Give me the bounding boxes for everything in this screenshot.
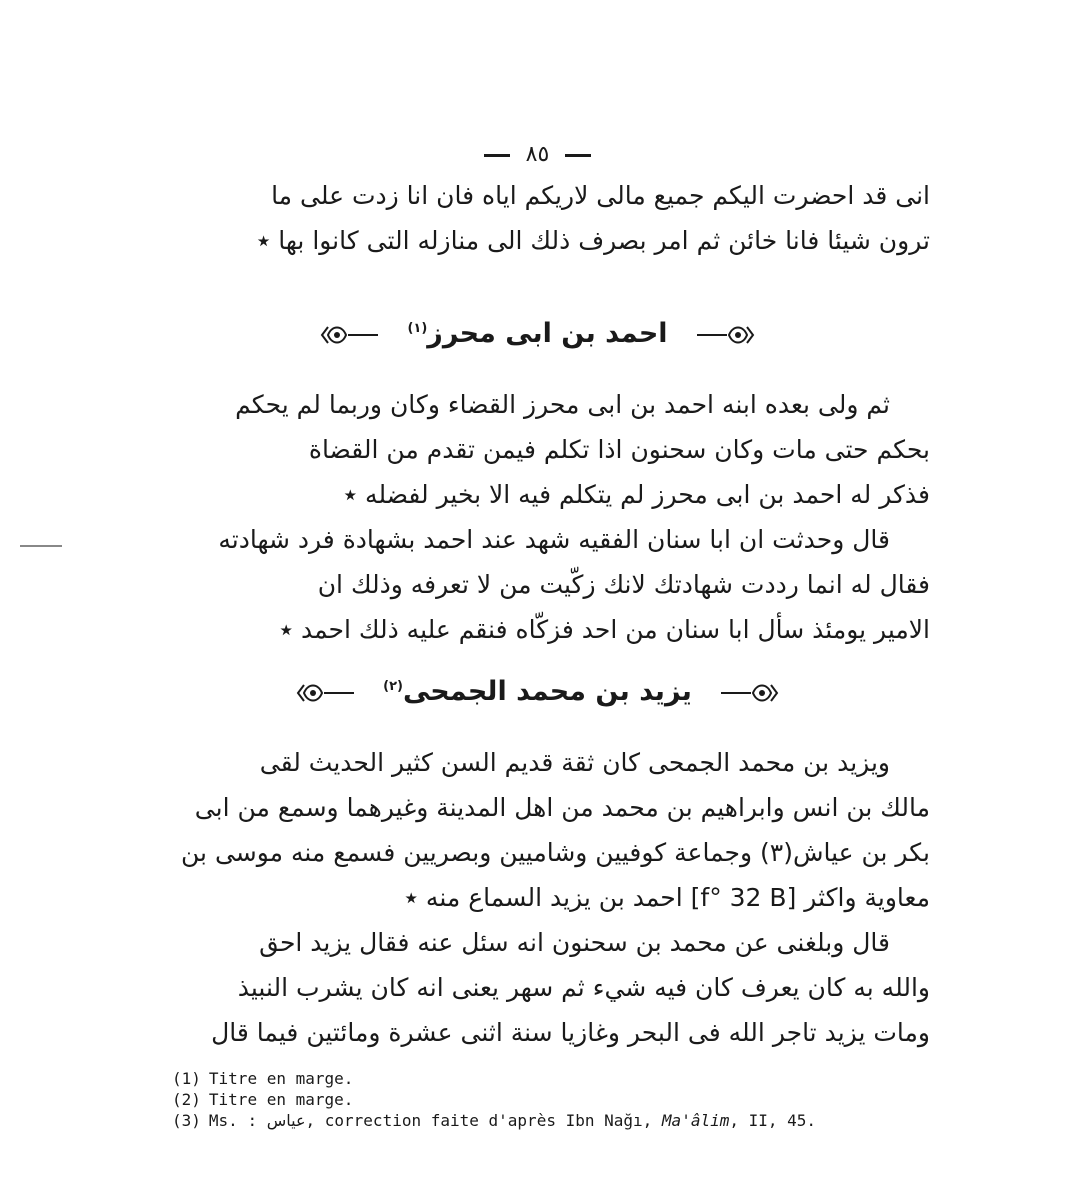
text-line: قال وبلغنى عن محمد بن سحنون انه سئل عنه فقال يزيد احق [259,928,890,957]
text-line: فذكر له احمد بن ابى محرز لم يتكلم فيه الا بخير لفضله ٭ [343,480,930,509]
footnotes [172,1068,932,1131]
text-line: بكر بن عياش(٣) وجماعة كوفيين وشاميين وبصريين فسمع منه موسى بن [181,838,930,867]
footnote [172,1068,932,1089]
continuation-text [150,173,930,263]
ornament-icon [296,679,356,707]
footnote-arabic: عياس [266,1111,306,1130]
text-line: انى قد احضرت اليكم جميع مالى لاريكم اياه فان انا زدت على ما [271,181,930,210]
text-line: معاوية واكثر [f° 32 B] احمد بن يزيد السماع منه ٭ [404,883,930,912]
note-marker: (١) [407,321,428,336]
ornament-icon [320,321,380,349]
ornament-icon [695,321,755,349]
note-marker: (٢) [383,679,403,694]
margin-mark [20,545,62,547]
footnote-text: Titre en marge. [208,1069,354,1088]
footnote-suffix: , II, 45. [729,1111,817,1130]
text-line: بحكم حتى مات وكان سحنون اذا تكلم فيمن تقدم من القضاة [308,435,930,464]
dash-right [565,154,591,157]
dash-left [484,154,510,157]
text-line: الامير يومئذ سأل ابا سنان من احد فزكّاه فنقم عليه ذلك احمد ٭ [279,615,930,644]
text-line: ومات يزيد تاجر الله فى البحر وغازيا سنة اثنى عشرة ومائتين فيما قال [211,1018,930,1047]
text-line: ترون شيئا فانا خائن ثم امر بصرف ذلك الى منازله التى كانوا بها ٭ [256,226,930,255]
section2-body [150,740,930,1055]
text-line: مالك بن انس وابراهيم بن محمد من اهل المدينة وغيرهما وسمع من ابى [194,793,930,822]
section-title: يزيد بن محمد الجمحى [402,676,692,707]
text-line: فقال له انما رددت شهادتك لانك زكّيت من لا تعرفه وذلك ان [317,570,930,599]
footnote [172,1110,932,1131]
text-line: ثم ولى بعده ابنه احمد بن ابى محرز القضاء وكان وربما لم يحكم [235,390,890,419]
footnote-title: Ma'âlim [661,1111,730,1130]
section-heading-1 [0,318,1075,349]
page-number: ٨٥ [0,142,1075,167]
footnote-number: (1) [172,1069,201,1088]
footnote-text: , correction faite d'après Ibn Nağı, [305,1111,653,1130]
text-line: والله به كان يعرف كان فيه شيء ثم سهر يعنى انه كان يشرب النبيذ [237,973,930,1002]
section-heading-2 [0,676,1075,707]
footnote [172,1089,932,1110]
footnote-number: (2) [172,1090,201,1109]
footnote-text: Titre en marge. [208,1090,354,1109]
section1-body [150,382,930,652]
footnote-number: (3) [172,1111,201,1130]
ornament-icon [719,679,779,707]
section-title: احمد بن ابى محرز [427,318,668,349]
footnote-prefix: Ms. : [208,1111,258,1130]
text-line: قال وحدثت ان ابا سنان الفقيه شهد عند احمد بشهادة فرد شهادته [218,525,890,554]
text-line: ويزيد بن محمد الجمحى كان ثقة قديم السن كثير الحديث لقى [259,748,890,777]
